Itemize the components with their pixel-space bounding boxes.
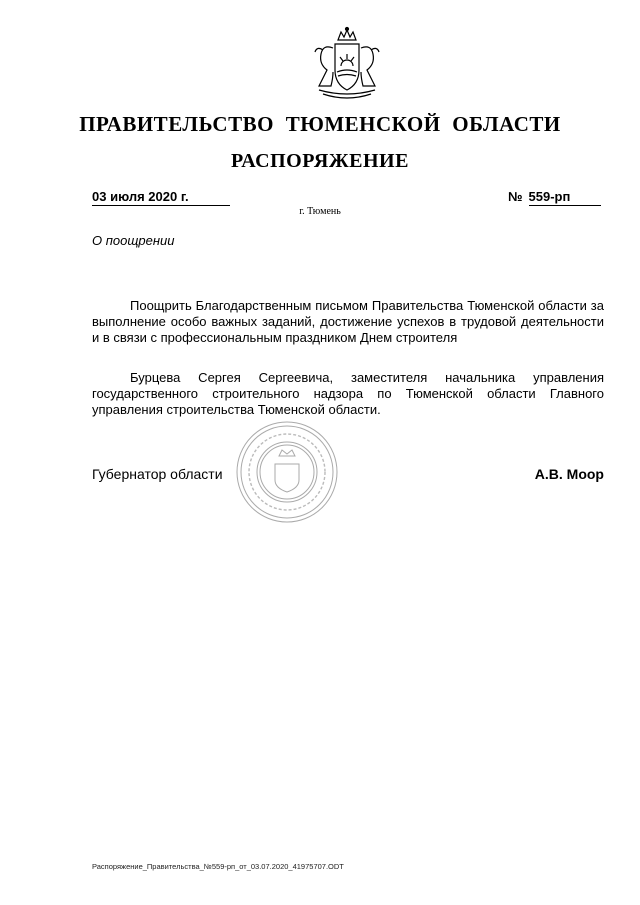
body-paragraph-1: Поощрить Благодарственным письмом Правительства Тюменской области за выполнение особо важных заданий, достижение успехов в трудовой деятельности и в связи с профессиональным праздником Днем строителя (92, 298, 604, 345)
document-date: 03 июля 2020 г. (92, 189, 230, 206)
document-subject: О поощрении (92, 233, 175, 248)
official-seal-icon (235, 420, 339, 524)
footer-file-name: Распоряжение_Правительства_№559-рп_от_03.07.2020_41975707.ODT (92, 862, 344, 871)
city-label: г. Тюмень (299, 206, 341, 217)
signer-name: А.В. Моор (534, 466, 604, 482)
signer-title: Губернатор области (92, 466, 223, 482)
document-number-block (508, 189, 601, 206)
document-number: 559-рп (529, 189, 601, 206)
number-sign: № (508, 189, 523, 204)
government-title: ПРАВИТЕЛЬСТВО ТЮМЕНСКОЙ ОБЛАСТИ (79, 112, 561, 136)
coat-of-arms-icon (305, 26, 389, 104)
body-paragraph-2: Бурцева Сергея Сергеевича, заместителя начальника управления государственного строительного надзора по Тюменской области Главного управления строительства Тюменской области. (92, 370, 604, 417)
document-type: РАСПОРЯЖЕНИЕ (231, 150, 409, 172)
